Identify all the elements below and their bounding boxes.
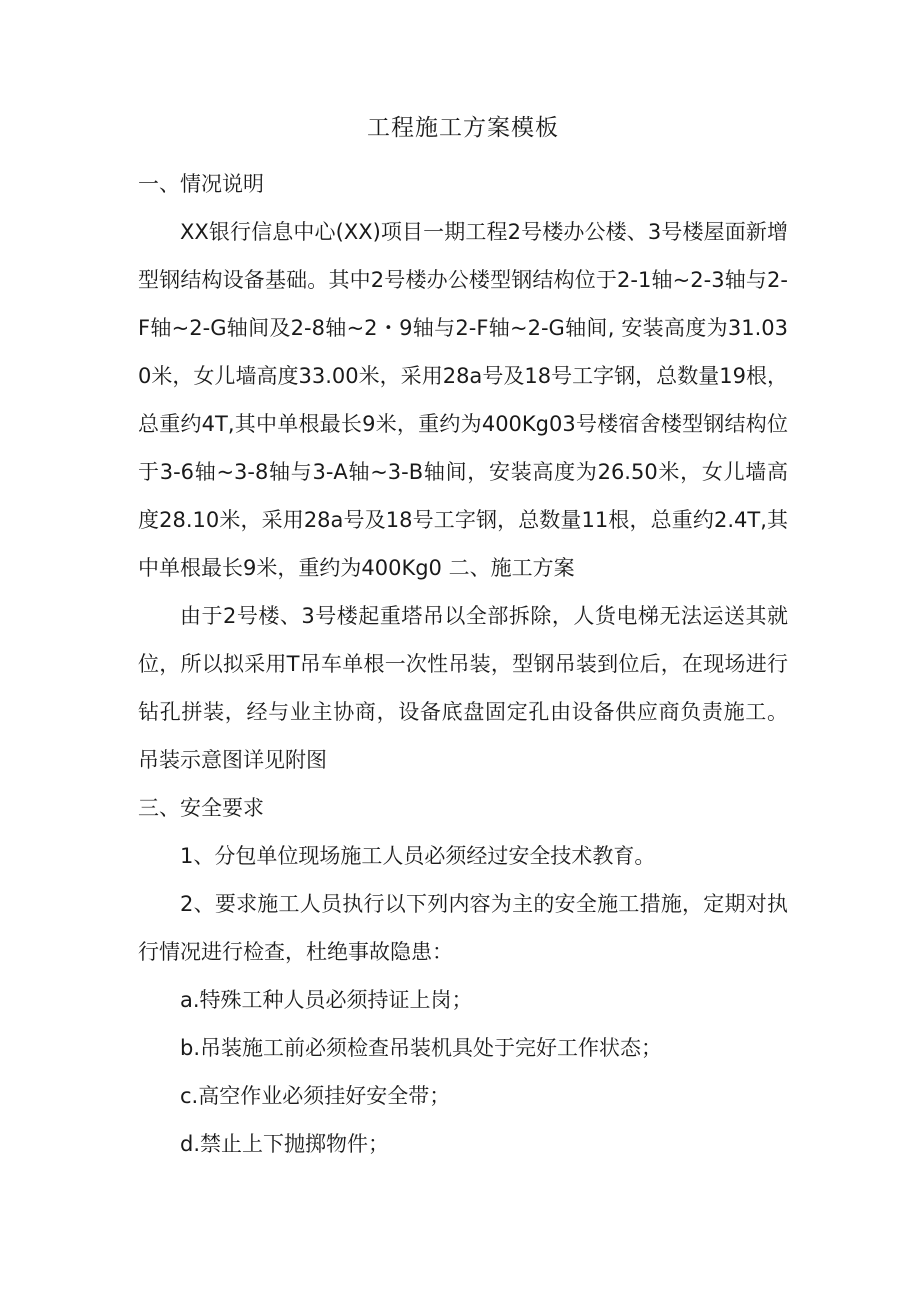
safety-subitem-b: b.吊装施工前必须检查吊装机具处于完好工作状态； (180, 1036, 663, 1060)
safety-subitem-a: a.特殊工种人员必须持证上岗； (180, 988, 473, 1012)
section-heading-situation: 一、情况说明 (138, 172, 264, 196)
document-body (138, 112, 788, 1168)
safety-item-2: 2、要求施工人员执行以下列内容为主的安全施工措施，定期对执行情况进行检查，杜绝事故隐患： (138, 892, 788, 964)
safety-subitem-d: d.禁止上下抛掷物件； (180, 1132, 390, 1156)
section-heading-safety: 三、安全要求 (138, 796, 264, 820)
safety-subitem-c: c.高空作业必须挂好安全带； (180, 1084, 451, 1108)
document-title: 工程施工方案模板 (367, 115, 559, 141)
safety-item-1: 1、分包单位现场施工人员必须经过安全技术教育。 (180, 844, 656, 868)
construction-plan-paragraph: 由于2号楼、3号楼起重塔吊以全部拆除，人货电梯无法运送其就位，所以拟采用T吊车单根一次性吊装，型钢吊装到位后，在现场进行钻孔拼装，经与业主协商，设备底盘固定孔由设备供应商负责施工。吊装示意图详见附图 (138, 604, 788, 772)
situation-paragraph: XX银行信息中心(XX)项目一期工程2号楼办公楼、3号楼屋面新增型钢结构设备基础。其中2号楼办公楼型钢结构位于2-1轴~2-3轴与2-F轴~2-G轴间及2-8轴~2・9轴与2-F轴~2-G轴间, 安装高度为31.030米，女儿墙高度33.00米，采用28a号及18号工字钢，总数量19根，总重约4T,其中单根最长9米，重约为400Kg03号楼宿舍楼型钢结构位于3-6轴~3-8轴与3-A轴~3-B轴间，安装高度为26.50米，女儿墙高度28.10米，采用28a号及18号工字钢，总数量11根，总重约2.4T,其中单根最长9米，重约为400Kg0 二、施工方案 (138, 220, 788, 580)
